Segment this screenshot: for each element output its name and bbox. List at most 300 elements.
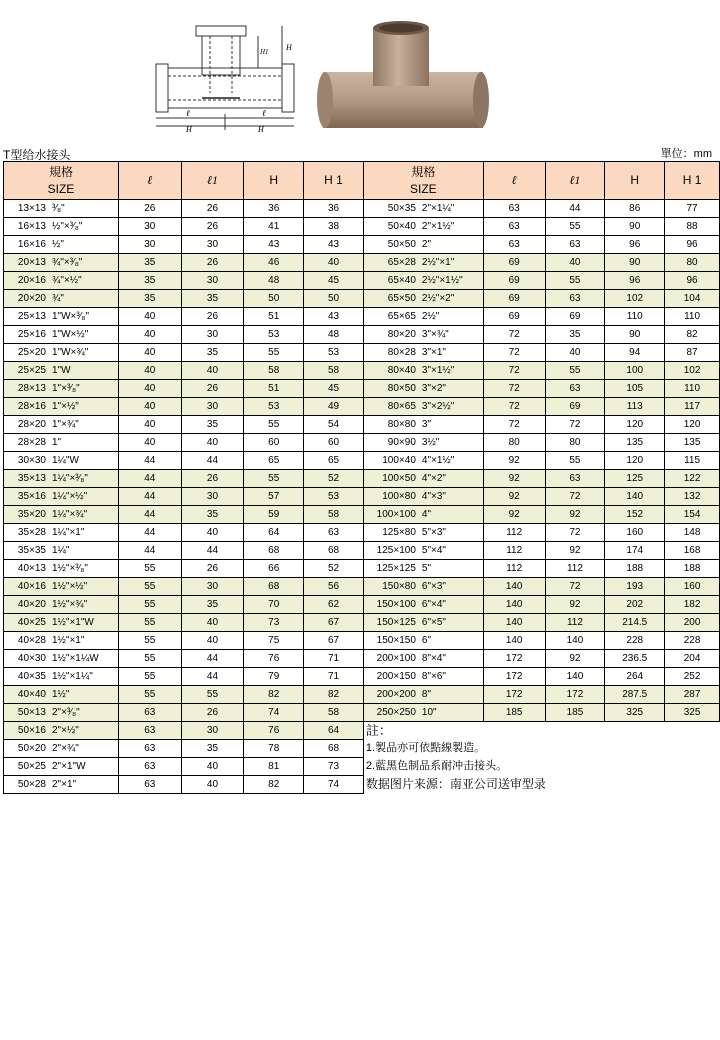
l-label: ℓ [186, 108, 190, 118]
value-l: 44 [118, 506, 181, 524]
size-mm: 35×16 [17, 491, 46, 502]
value-h1: 58 [304, 704, 364, 722]
header-h-right: H [605, 162, 665, 200]
value-h1-right: 102 [665, 362, 720, 380]
value-l1: 26 [181, 308, 244, 326]
value-l: 63 [118, 740, 181, 758]
note-line: 2.藍黑色制品系耐冲击接头。 [363, 758, 719, 776]
value-l1: 40 [181, 614, 244, 632]
value-l1: 26 [181, 470, 244, 488]
value-h1-right: 204 [665, 650, 720, 668]
size-mm: 65×65 [387, 311, 416, 322]
size-cell-right [363, 650, 483, 668]
size-inch: 1¼"×³⁄₈" [52, 473, 88, 484]
size-inch: 1½"×1¼" [52, 671, 93, 682]
size-mm: 40×25 [17, 617, 46, 628]
size-cell-right [363, 290, 483, 308]
value-l1: 30 [181, 722, 244, 740]
value-h1: 45 [304, 272, 364, 290]
l-label-right: ℓ [262, 108, 266, 118]
value-h1: 60 [304, 434, 364, 452]
size-cell-right [363, 596, 483, 614]
size-inch: 1½"×1" [52, 635, 85, 646]
size-inch: 2½"×2" [421, 293, 455, 304]
value-l1-right: 140 [545, 632, 605, 650]
value-l: 44 [118, 542, 181, 560]
value-l1-right: 112 [545, 560, 605, 578]
value-h1: 62 [304, 596, 364, 614]
value-h1: 36 [304, 200, 364, 218]
value-h1-right: 82 [665, 326, 720, 344]
value-l-right: 92 [483, 488, 545, 506]
size-mm: 200×100 [376, 653, 416, 664]
value-l-right: 72 [483, 416, 545, 434]
size-cell [4, 470, 119, 488]
size-inch: 3"×1" [421, 347, 446, 358]
value-h1-right: 148 [665, 524, 720, 542]
size-cell [4, 398, 119, 416]
size-cell-right [363, 344, 483, 362]
value-h1: 58 [304, 362, 364, 380]
size-inch: 2½"×1½" [421, 275, 463, 286]
value-h1: 68 [304, 740, 364, 758]
size-inch: 3"×1½" [421, 365, 455, 376]
value-l1: 55 [181, 686, 244, 704]
size-inch: 1¼"W [52, 455, 79, 466]
value-l1-right: 72 [545, 416, 605, 434]
value-l1-right: 140 [545, 668, 605, 686]
value-l1: 35 [181, 506, 244, 524]
value-l: 55 [118, 560, 181, 578]
value-h1-right: 168 [665, 542, 720, 560]
value-l: 55 [118, 650, 181, 668]
value-h-right: 120 [605, 452, 665, 470]
size-cell [4, 272, 119, 290]
note-line: 註： [363, 722, 719, 740]
table-row [4, 578, 720, 596]
size-cell [4, 452, 119, 470]
size-inch: 3"×2½" [421, 401, 455, 412]
value-h: 43 [244, 236, 304, 254]
size-mm: 25×20 [17, 347, 46, 358]
size-inch: 1"W×³⁄₈" [52, 311, 90, 322]
value-h1-right: 287 [665, 686, 720, 704]
size-mm: 90×90 [387, 437, 416, 448]
table-row [4, 506, 720, 524]
size-cell [4, 686, 119, 704]
value-h-right: 202 [605, 596, 665, 614]
value-l: 35 [118, 290, 181, 308]
value-l1-right: 35 [545, 326, 605, 344]
size-cell [4, 524, 119, 542]
table-row [4, 704, 720, 722]
size-mm: 50×50 [387, 239, 416, 250]
size-inch: 6"×5" [421, 617, 446, 628]
value-h1: 73 [304, 758, 364, 776]
size-mm: 80×50 [387, 383, 416, 394]
value-l1-right: 63 [545, 236, 605, 254]
size-mm: 65×40 [387, 275, 416, 286]
value-h1-right: 188 [665, 560, 720, 578]
value-h: 58 [244, 362, 304, 380]
size-cell [4, 362, 119, 380]
value-l: 55 [118, 596, 181, 614]
value-h1: 53 [304, 344, 364, 362]
value-l-right: 63 [483, 200, 545, 218]
value-h-right: 86 [605, 200, 665, 218]
value-h: 65 [244, 452, 304, 470]
value-l-right: 63 [483, 218, 545, 236]
value-h-right: 228 [605, 632, 665, 650]
value-h1: 43 [304, 308, 364, 326]
value-h1-right: 325 [665, 704, 720, 722]
value-l: 44 [118, 524, 181, 542]
size-cell-right [363, 560, 483, 578]
size-mm: 50×13 [17, 707, 46, 718]
value-l: 63 [118, 722, 181, 740]
value-h: 55 [244, 470, 304, 488]
size-inch: ¾"×³⁄₈" [52, 257, 83, 268]
size-mm: 80×40 [387, 365, 416, 376]
size-cell-right [363, 704, 483, 722]
table-row [4, 614, 720, 632]
table-row [4, 686, 720, 704]
size-mm: 80×80 [387, 419, 416, 430]
size-inch: 1" [52, 437, 62, 448]
value-l: 40 [118, 362, 181, 380]
value-h: 41 [244, 218, 304, 236]
value-l1: 26 [181, 380, 244, 398]
value-h1: 71 [304, 650, 364, 668]
size-cell [4, 308, 119, 326]
table-row [4, 488, 720, 506]
value-h1-right: 96 [665, 236, 720, 254]
size-cell [4, 506, 119, 524]
value-l1-right: 172 [545, 686, 605, 704]
table-row [4, 290, 720, 308]
value-l-right: 72 [483, 398, 545, 416]
value-l-right: 69 [483, 290, 545, 308]
value-l: 40 [118, 344, 181, 362]
value-h-right: 174 [605, 542, 665, 560]
size-mm: 80×20 [387, 329, 416, 340]
value-l: 63 [118, 758, 181, 776]
size-inch: 1¼" [52, 545, 70, 556]
size-cell-right [363, 272, 483, 290]
value-h: 66 [244, 560, 304, 578]
value-h1-right: 132 [665, 488, 720, 506]
table-row [4, 344, 720, 362]
table-row [4, 452, 720, 470]
size-cell [4, 200, 119, 218]
value-h1: 49 [304, 398, 364, 416]
size-cell-right [363, 470, 483, 488]
table-row [4, 200, 720, 218]
table-row [4, 380, 720, 398]
value-l: 35 [118, 254, 181, 272]
size-inch: 2"×¾" [52, 743, 79, 754]
size-cell-right [363, 362, 483, 380]
value-l1: 35 [181, 416, 244, 434]
value-h1-right: 77 [665, 200, 720, 218]
size-mm: 20×16 [17, 275, 46, 286]
value-h1-right: 117 [665, 398, 720, 416]
size-cell-right [363, 632, 483, 650]
size-inch: 10" [421, 707, 437, 718]
size-mm: 100×50 [382, 473, 416, 484]
size-inch: 3"×¾" [421, 329, 449, 340]
size-cell [4, 254, 119, 272]
table-row [4, 362, 720, 380]
header-l1: ℓ1 [181, 162, 244, 200]
size-cell [4, 416, 119, 434]
size-mm: 28×13 [17, 383, 46, 394]
value-h: 70 [244, 596, 304, 614]
value-l1-right: 92 [545, 596, 605, 614]
value-h-right: 140 [605, 488, 665, 506]
value-l: 40 [118, 398, 181, 416]
value-l: 26 [118, 200, 181, 218]
size-cell-right [363, 542, 483, 560]
size-mm: 35×28 [17, 527, 46, 538]
size-inch: ¾"×½" [52, 275, 82, 286]
value-l1-right: 55 [545, 272, 605, 290]
size-mm: 150×80 [382, 581, 416, 592]
size-inch: 2½"×1" [421, 257, 455, 268]
size-mm: 100×100 [376, 509, 416, 520]
size-inch: 3" [421, 419, 432, 430]
value-h1: 56 [304, 578, 364, 596]
value-h: 79 [244, 668, 304, 686]
value-h1: 53 [304, 488, 364, 506]
value-l: 40 [118, 416, 181, 434]
value-h1-right: 80 [665, 254, 720, 272]
value-l-right: 72 [483, 326, 545, 344]
value-l: 40 [118, 434, 181, 452]
value-l: 44 [118, 452, 181, 470]
value-h: 46 [244, 254, 304, 272]
value-h-right: 264 [605, 668, 665, 686]
size-cell [4, 722, 119, 740]
value-l-right: 63 [483, 236, 545, 254]
value-l1: 30 [181, 488, 244, 506]
value-h1-right: 228 [665, 632, 720, 650]
spec-table [3, 161, 720, 794]
size-inch: 1"×½" [52, 401, 79, 412]
size-cell [4, 488, 119, 506]
size-inch: 2"×1"W [52, 761, 86, 772]
table-row [4, 650, 720, 668]
size-mm: 150×100 [376, 599, 416, 610]
size-mm: 40×40 [17, 689, 46, 700]
value-l1: 35 [181, 344, 244, 362]
value-l1-right: 92 [545, 650, 605, 668]
size-inch: 5"×4" [421, 545, 446, 556]
value-h1: 40 [304, 254, 364, 272]
size-mm: 150×125 [376, 617, 416, 628]
value-l1: 26 [181, 254, 244, 272]
size-inch: ³⁄₈" [52, 203, 65, 214]
size-mm: 16×16 [17, 239, 46, 250]
size-mm: 50×28 [17, 779, 46, 790]
header-size-right: 規格 SIZE [363, 162, 483, 200]
value-h-right: 100 [605, 362, 665, 380]
size-inch: 8" [421, 689, 432, 700]
value-l1: 40 [181, 776, 244, 794]
table-row [4, 254, 720, 272]
value-h-right: 214.5 [605, 614, 665, 632]
size-mm: 80×28 [387, 347, 416, 358]
value-l1-right: 55 [545, 218, 605, 236]
value-h-right: 96 [605, 236, 665, 254]
value-l-right: 112 [483, 542, 545, 560]
header-h: H [244, 162, 304, 200]
value-h-right: 105 [605, 380, 665, 398]
value-h1-right: 135 [665, 434, 720, 452]
table-row [4, 542, 720, 560]
table-row [4, 740, 720, 758]
value-l1-right: 55 [545, 362, 605, 380]
header-h1-right: H 1 [665, 162, 720, 200]
value-l: 55 [118, 668, 181, 686]
size-cell-right [363, 686, 483, 704]
value-l: 55 [118, 686, 181, 704]
note-line: 数据图片来源：南亚公司送审型录 [363, 776, 719, 794]
size-mm: 28×28 [17, 437, 46, 448]
size-inch: 4" [421, 509, 432, 520]
size-inch: 2"×1½" [421, 221, 455, 232]
h-label-right: H [258, 125, 264, 133]
value-h: 60 [244, 434, 304, 452]
size-cell-right [363, 668, 483, 686]
value-l1-right: 72 [545, 488, 605, 506]
value-l1-right: 72 [545, 524, 605, 542]
value-h1: 38 [304, 218, 364, 236]
value-l1: 44 [181, 542, 244, 560]
size-cell [4, 290, 119, 308]
size-inch: 1½" [52, 689, 70, 700]
size-inch: 4"×3" [421, 491, 446, 502]
value-l-right: 92 [483, 506, 545, 524]
value-l: 55 [118, 632, 181, 650]
value-h1-right: 115 [665, 452, 720, 470]
value-l-right: 140 [483, 614, 545, 632]
value-l-right: 72 [483, 362, 545, 380]
value-h1-right: 104 [665, 290, 720, 308]
value-h-right: 236.5 [605, 650, 665, 668]
h-label: H [186, 125, 192, 133]
unit-label: 單位：mm [660, 148, 712, 160]
size-cell [4, 704, 119, 722]
size-cell-right [363, 236, 483, 254]
size-mm: 125×100 [376, 545, 416, 556]
value-h: 59 [244, 506, 304, 524]
value-l: 40 [118, 380, 181, 398]
table-row [4, 776, 720, 794]
value-l-right: 69 [483, 308, 545, 326]
value-l1: 26 [181, 200, 244, 218]
value-h: 82 [244, 686, 304, 704]
value-h1-right: 182 [665, 596, 720, 614]
size-cell [4, 236, 119, 254]
size-mm: 20×20 [17, 293, 46, 304]
value-l1: 26 [181, 560, 244, 578]
size-mm: 13×13 [17, 203, 46, 214]
value-h: 74 [244, 704, 304, 722]
size-mm: 65×50 [387, 293, 416, 304]
size-mm: 100×40 [382, 455, 416, 466]
size-inch: 2½" [421, 311, 440, 322]
value-l1-right: 185 [545, 704, 605, 722]
value-h1-right: 200 [665, 614, 720, 632]
size-mm: 40×35 [17, 671, 46, 682]
value-h-right: 135 [605, 434, 665, 452]
size-inch: 1½"×¾" [52, 599, 88, 610]
size-mm: 40×16 [17, 581, 46, 592]
size-mm: 20×13 [17, 257, 46, 268]
size-mm: 200×200 [376, 689, 416, 700]
value-l1: 35 [181, 740, 244, 758]
size-inch: 1¼"×1" [52, 527, 85, 538]
size-inch: 4"×2" [421, 473, 446, 484]
size-cell-right [363, 254, 483, 272]
size-inch: 5" [421, 563, 432, 574]
size-inch: 8"×6" [421, 671, 446, 682]
size-inch: 6"×3" [421, 581, 446, 592]
size-mm: 50×16 [17, 725, 46, 736]
value-l-right: 140 [483, 632, 545, 650]
size-inch: ¾" [52, 293, 64, 304]
size-cell-right [363, 578, 483, 596]
size-cell [4, 650, 119, 668]
size-cell [4, 776, 119, 794]
value-h-right: 152 [605, 506, 665, 524]
value-l1: 30 [181, 236, 244, 254]
size-mm: 30×30 [17, 455, 46, 466]
value-h1: 71 [304, 668, 364, 686]
value-h-right: 188 [605, 560, 665, 578]
value-h: 51 [244, 308, 304, 326]
value-h: 50 [244, 290, 304, 308]
table-row [4, 434, 720, 452]
value-l: 30 [118, 236, 181, 254]
value-l1: 40 [181, 362, 244, 380]
value-l1-right: 40 [545, 344, 605, 362]
table-row [4, 668, 720, 686]
value-h1: 63 [304, 524, 364, 542]
size-inch: 1"×¾" [52, 419, 79, 430]
value-l1-right: 92 [545, 542, 605, 560]
value-h1-right: 87 [665, 344, 720, 362]
size-inch: 5"×3" [421, 527, 446, 538]
h-label-side: H [286, 43, 292, 52]
table-row [4, 236, 720, 254]
value-h1-right: 122 [665, 470, 720, 488]
value-h1-right: 160 [665, 578, 720, 596]
value-l: 30 [118, 218, 181, 236]
value-l-right: 69 [483, 254, 545, 272]
value-h: 64 [244, 524, 304, 542]
size-cell-right [363, 218, 483, 236]
value-l1: 44 [181, 452, 244, 470]
value-h1-right: 88 [665, 218, 720, 236]
value-l1-right: 92 [545, 506, 605, 524]
size-cell [4, 596, 119, 614]
size-inch: 1½"×³⁄₈" [52, 563, 88, 574]
size-mm: 250×250 [376, 707, 416, 718]
value-h1: 50 [304, 290, 364, 308]
page-title: T型给水接头 [3, 148, 71, 162]
